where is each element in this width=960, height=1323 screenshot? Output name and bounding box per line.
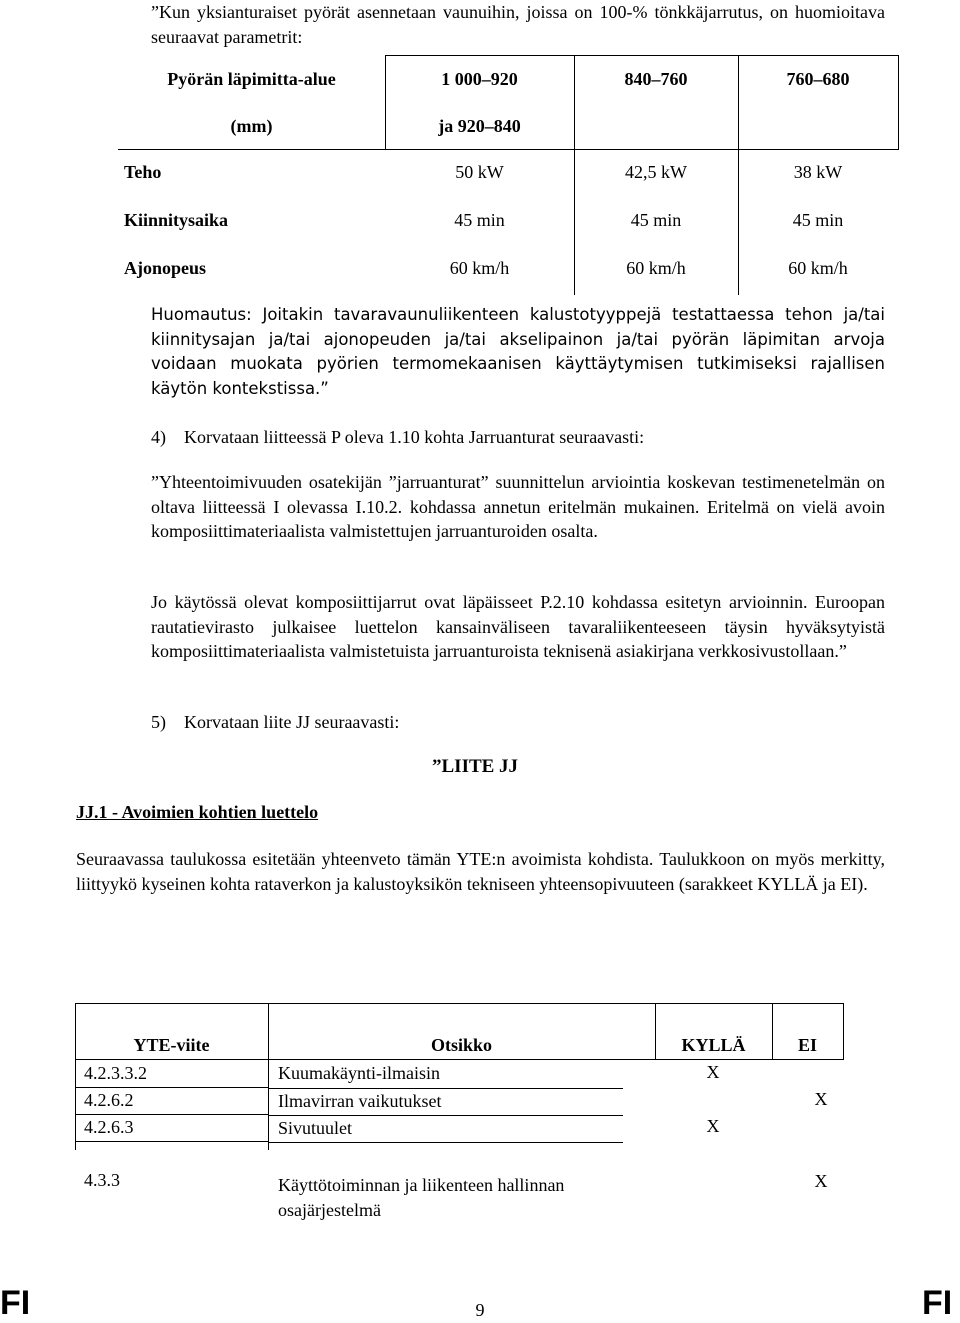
table-cell-title: Sivutuulet (278, 1118, 353, 1138)
footer-language-left: FI (0, 1284, 31, 1322)
annex-title: ”LIITE JJ (432, 756, 519, 777)
table-header-range-2: 840–760 (624, 69, 688, 89)
section-heading: JJ.1 - Avoimien kohtien luettelo (76, 802, 319, 822)
table-cell-ref: 4.2.6.2 (84, 1090, 134, 1110)
table-cell-yes: X (706, 1116, 720, 1136)
table-cell-no: X (814, 1171, 828, 1191)
footer-language-right: FI (922, 1284, 953, 1322)
table-header-range-1b: ja 920–840 (438, 116, 521, 136)
column-header-ref: YTE-viite (133, 1035, 210, 1055)
table-cell: 50 kW (455, 162, 504, 182)
table-cell: 45 min (792, 210, 844, 230)
row-label-time: Kiinnitysaika (124, 210, 229, 230)
table-cell-ref: 4.2.6.3 (84, 1117, 134, 1137)
table-cell: 60 km/h (788, 258, 848, 278)
table-header-unit: (mm) (230, 116, 273, 136)
table-cell-title: Ilmavirran vaikutukset (278, 1091, 442, 1111)
quote-paragraph-2: Jo käytössä olevat komposiittijarrut ovat läpäisseet P.2.10 kohdassa esitetyn arvioinnin. Euroopan rautatievirasto julkaisee luettelon kansainväliseen tavaraliikenteeseen täysin hyväksytyistä komposiittimateriaalista valmistetuista jarruanturoista teknisenä asiakirjana verkkosivustollaan.” (151, 592, 885, 661)
table-header-range-3: 760–680 (786, 69, 850, 89)
table-cell-title: Käyttötoiminnan ja liikenteen hallinnan osajärjestelmä (278, 1175, 565, 1220)
item-5: 5) Korvataan liite JJ seuraavasti: (151, 712, 400, 732)
table-cell: 45 min (630, 210, 682, 230)
table-cell-ref: 4.3.3 (84, 1170, 120, 1190)
page-number: 9 (475, 1300, 485, 1320)
table-cell: 60 km/h (449, 258, 510, 278)
table-cell: 38 kW (793, 162, 843, 182)
column-header-yes: KYLLÄ (681, 1035, 746, 1055)
intro-paragraph: ”Kun yksianturaiset pyörät asennetaan vaunuihin, joissa on 100-% tönkkäjarrutus, on huomioitava seuraavat parametrit: (151, 2, 885, 47)
table-header-diameter: Pyörän läpimitta-alue (167, 69, 336, 89)
section-paragraph: Seuraavassa taulukossa esitetään yhteenveto tämän YTE:n avoimista kohdista. Taulukkoon on myös merkitty, liittyykö kyseinen kohta rataverkon ja kalustoyksikön tekniseen yhteensopivuuteen (sarakkeet KYLLÄ ja EI). (76, 849, 885, 894)
table-cell-ref: 4.2.3.3.2 (84, 1063, 147, 1083)
row-label-power: Teho (124, 162, 162, 182)
table-header-range-1: 1 000–920 (441, 69, 518, 89)
item-4: 4) Korvataan liitteessä P oleva 1.10 kohta Jarruanturat seuraavasti: (151, 427, 645, 447)
table-cell-title: Kuumakäynti-ilmaisin (278, 1063, 440, 1083)
column-header-no: EI (797, 1035, 817, 1055)
note-paragraph: Huomautus: Joitakin tavaravaunuliikenteen kalustotyyppejä testattaessa tehon ja/tai kiinnitysajan ja/tai ajonopeuden ja/tai akselipainon ja/tai pyörän läpimitan arvoja voidaan muokata pyörien termomekaanisen käyttäytymisen tutkimiseksi rajallisen käytön kontekstissa.” (151, 305, 885, 398)
row-label-speed: Ajonopeus (124, 258, 207, 278)
table-cell-no: X (814, 1089, 828, 1109)
table-cell-yes: X (706, 1062, 720, 1082)
column-header-title: Otsikko (430, 1035, 493, 1055)
quote-paragraph-1: ”Yhteentoimivuuden osatekijän ”jarruanturat” suunnittelun arviointia koskevan testimenetelmän on oltava liitteessä I olevassa I.10.2. kohdassa annetun eritelmän mukainen. Eritelmä on vielä avoin komposiittimateriaalista valmistettujen jarruanturoiden osalta. (151, 472, 885, 541)
table-cell: 42,5 kW (625, 162, 687, 182)
table-cell: 60 km/h (626, 258, 686, 278)
table-cell: 45 min (454, 210, 505, 230)
